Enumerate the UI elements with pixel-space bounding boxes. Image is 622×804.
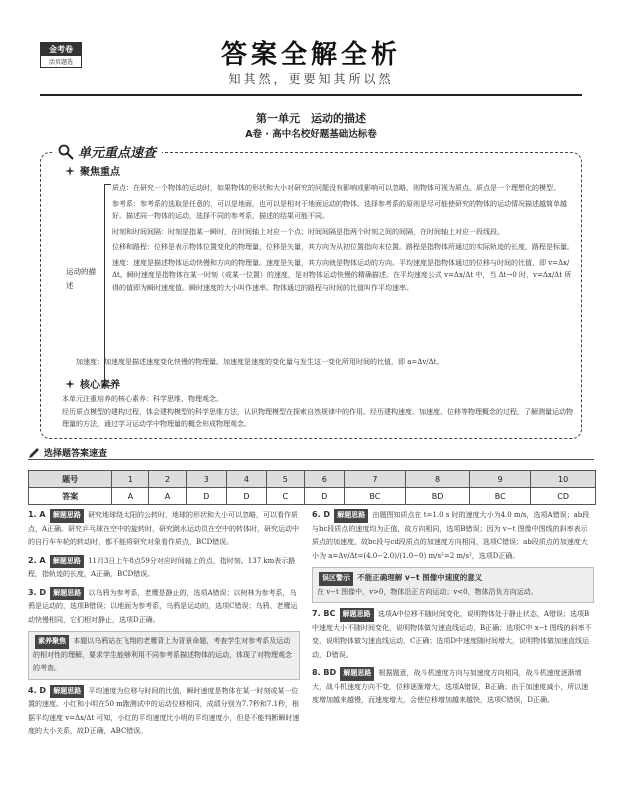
- title-divider: [40, 94, 582, 96]
- quick-answers-rule: [28, 459, 594, 460]
- question-number: 9: [470, 471, 531, 488]
- page-title: 答案全解全析: [220, 40, 401, 70]
- kp-acceleration-wrap: [76, 356, 576, 369]
- solution-item: [28, 586, 300, 628]
- solution-item: [312, 666, 594, 708]
- solution-tag: 解题思路: [50, 509, 84, 523]
- solution-item: [28, 554, 300, 582]
- question-number: 3: [186, 471, 226, 488]
- magnifier-icon: [58, 144, 74, 160]
- section-key-points: [64, 163, 120, 178]
- solution-tag: 解题思路: [50, 587, 84, 601]
- quick-answers-heading: [28, 446, 107, 459]
- quick-answers-label: 选择题答案速查: [44, 449, 108, 459]
- mistake-note: [312, 567, 594, 603]
- question-number: 10: [531, 471, 596, 488]
- kp-velocity: 速度：速度是描述物体运动快慢和方向的物理量。速度是矢量，其方向就是物体运动的方向。平均速度是指物体通过的位移与时间的比值，即 v=Δx/Δt。瞬时速度是指物体在某一时刻（或某一位置）的速度，是对物体运动快慢的精确描述。在平均速度公式 v=Δx/Δt 中，当 Δt→0 时，v=Δx/Δt 所得的值即为瞬时速度值。瞬时速度的大小叫作速率。物体通过的路程与时间的比值叫作平均速率。: [112, 258, 572, 292]
- mistake-note-title: 误区警示: [319, 572, 353, 586]
- literacy-note-text: 本题以乌鸦站在飞翔的老鹰背上为背景命题，考查学生对参考系及运动的相对性的理解，要求学生能够利用不同参考系描述物体的运动，体现了对物理观念的考查。: [33, 637, 292, 672]
- unit-title: 第一单元 运动的描述: [256, 112, 366, 125]
- solution-text: 根据题意，战斗机速度方向与加速度方向相同，战斗机速度逐渐增大，战斗机速度方向不变，位移逐渐增大，选项A错误，B正确；由于加速度减小，所以速度增加越来越慢，而速度增大，会使位移增加越来越快，选项C错误，D正确。: [312, 669, 589, 704]
- solution-tag: 解题思路: [340, 608, 374, 622]
- answer-cell: A: [149, 488, 186, 505]
- core-line-1: 本单元注重培养的核心素养：科学思维、物理观念。: [62, 395, 223, 403]
- kp-reference-frame: 参考系：参考系的选取是任意的，可以是地面，也可以是相对于地面运动的物体。选择参考系的原则是尽可能使研究的物体的运动情况描述越简单越好。描述同一物体的运动，选择不同的参考系，描述的结果可能不同。: [112, 199, 567, 220]
- literacy-note: [28, 631, 300, 680]
- solution-number: 1. A: [28, 510, 46, 519]
- table-answer-label: 答案: [29, 488, 112, 505]
- question-number: 1: [112, 471, 149, 488]
- kp-particle: 质点：在研究一个物体的运动时，如果物体的形状和大小对研究的问题没有影响或影响可以忽略，则物体可视为质点。质点是一个理想化的模型。: [112, 184, 560, 192]
- key-points-list: [112, 182, 574, 297]
- answer-cell: D: [186, 488, 226, 505]
- solution-text: 选项A中位移不随时间变化，说明物体处于静止状态，A错误；选项B中速度大小不随时间变化，说明物体做匀速直线运动，B正确；选项C中 x−t 图线的斜率不变，说明物体做匀速直线运动，C正确；选项D中速度随时间增大，说明物体做加速直线运动，D错误。: [312, 610, 592, 659]
- solution-text: 11月3日上午8点59分对应时间轴上的点，指时刻。137 km表示路程，指轨迹的长度，A正确，BCD错误。: [28, 556, 296, 578]
- answer-cell: A: [112, 488, 149, 505]
- mistake-note-text: 在 v−t 图像中，v>0，物体沿正方向运动；v<0，物体沿负方向运动。: [317, 587, 538, 596]
- solution-item: [312, 508, 594, 563]
- answer-cell: C: [267, 488, 305, 505]
- sparkle-icon: [64, 378, 76, 390]
- sparkle-icon: [64, 165, 76, 177]
- answer-cell: BD: [405, 488, 469, 505]
- table-header-label: 题号: [29, 471, 112, 488]
- solution-text: 平均速度为位移与时间的比值，瞬时速度是物体在某一时刻或某一位置的速度。小红和小明在50 m跑测试中的运动位移相同，成绩分别为7.7秒和7.1秒，根据平均速度 v=Δx/Δt 可知，小红的平均速度比小明的平均速度小，但是不能判断瞬时速度的大小关系，故D正确，ABC错误。: [28, 686, 300, 735]
- kp-acceleration: 加速度：加速度是描述速度变化快慢的物理量。加速度是速度的变化量与发生这一变化所用时间的比值，即 a=Δv/Δt。: [76, 358, 444, 366]
- question-number: 8: [405, 471, 469, 488]
- brand-badge-top: 金考卷: [41, 43, 81, 56]
- section-core-literacy-label: 核心素养: [80, 380, 120, 391]
- solution-number: 3. D: [28, 587, 47, 597]
- solution-tag: 解题思路: [334, 509, 368, 523]
- solution-number: 8. BD: [312, 668, 337, 677]
- page-subtitle: 知其然，更要知其所以然: [228, 72, 394, 86]
- solution-tag: 解题思路: [340, 667, 374, 681]
- solution-text: 由题图知质点在 t=1.0 s 时的速度大小为4.0 m/s，选项A错误；ab段与bc段质点的速度均为正值，故方向相同，选项B错误；因为 v−t 图像中图线的斜率表示质点的加速度，故bc段与cd段质点的加速度方向相同，选项C错误；ab段质点的加速度大小为 a=Δv/Δt=(4.0−2.0)/(1.0−0) m/s²=2 m/s²，选项D正确。: [312, 511, 590, 560]
- answer-cell: BC: [470, 488, 531, 505]
- answer-table-header-row: [29, 471, 596, 488]
- answer-cell: BC: [344, 488, 405, 505]
- answer-cell: D: [226, 488, 266, 505]
- answer-cell: D: [304, 488, 344, 505]
- literacy-note-title: 素养聚焦: [35, 635, 69, 649]
- solution-item: [312, 607, 594, 662]
- core-line-2: 经历质点模型的建构过程，体会建构模型的科学思维方法，认识物理模型在探索自然规律中的作用。经历建构速度、加速度、位移等物理概念的过程，了解测量运动物理量的方法，通过学习运动学中物理量的概念形成物理观念。: [62, 407, 573, 428]
- question-number: 2: [149, 471, 186, 488]
- question-number: 6: [304, 471, 344, 488]
- answer-cell: CD: [531, 488, 596, 505]
- solution-text: 以乌鸦为参考系，老鹰是静止的，选项A错误；以树林为参考系，乌鸦是运动的，选项B错误；以地面为参考系，乌鸦是运动的，选项C错误；乌鸦、老鹰运动快慢相同，它们相对静止，选项D正确。: [28, 588, 298, 624]
- unit-subtitle: A卷 · 高中名校好题基础达标卷: [245, 129, 377, 140]
- solution-text: 研究地球绕太阳的公转时，地球的形状和大小可以忽略，可以看作质点，A正确。研究乒乓球在空中的旋转时，研究跳水运动员在空中的转体时，研究运动中的自行车车轮的转动时，都不能将研究对象看作质点，BCD错误。: [28, 511, 300, 546]
- pencil-icon: [28, 447, 40, 459]
- solution-item: [28, 684, 300, 739]
- summary-heading: [52, 142, 162, 161]
- answer-table-answer-row: [29, 488, 596, 505]
- question-number: 5: [267, 471, 305, 488]
- answer-table: [28, 470, 596, 505]
- core-literacy-text: [62, 393, 576, 431]
- kp-displacement: 位移和路程：位移是表示物体位置变化的物理量，位移是矢量，其方向为从初位置指向末位置。路程是指物体所通过的实际轨迹的长度，路程是标量。: [112, 243, 574, 251]
- solution-number: 7. BC: [312, 609, 336, 618]
- section-core-literacy: [64, 376, 120, 391]
- solution-tag: 解题思路: [50, 555, 84, 569]
- solution-item: [28, 508, 300, 550]
- solution-number: 4. D: [28, 685, 47, 695]
- question-number: 4: [226, 471, 266, 488]
- brand-badge-bottom: 活页题选: [48, 59, 73, 66]
- left-column: [28, 508, 300, 743]
- kp-time: 时刻和时间间隔：时刻是指某一瞬时，在时间轴上对应一个点；时间间隔是指两个时刻之间的间隔，在时间轴上对应一段线段。: [112, 227, 504, 236]
- solution-tag: 解题思路: [50, 685, 84, 699]
- right-column: [312, 508, 594, 712]
- section-key-points-label: 聚焦重点: [80, 167, 120, 178]
- solution-number: 2. A: [28, 555, 46, 565]
- motion-label: 运动的描述: [66, 267, 96, 290]
- mistake-note-subtitle: 不能正确理解 v−t 图像中速度的意义: [357, 573, 483, 582]
- summary-heading-label: 单元重点速查: [78, 146, 157, 161]
- question-number: 7: [344, 471, 405, 488]
- solution-number: 6. D: [312, 510, 331, 519]
